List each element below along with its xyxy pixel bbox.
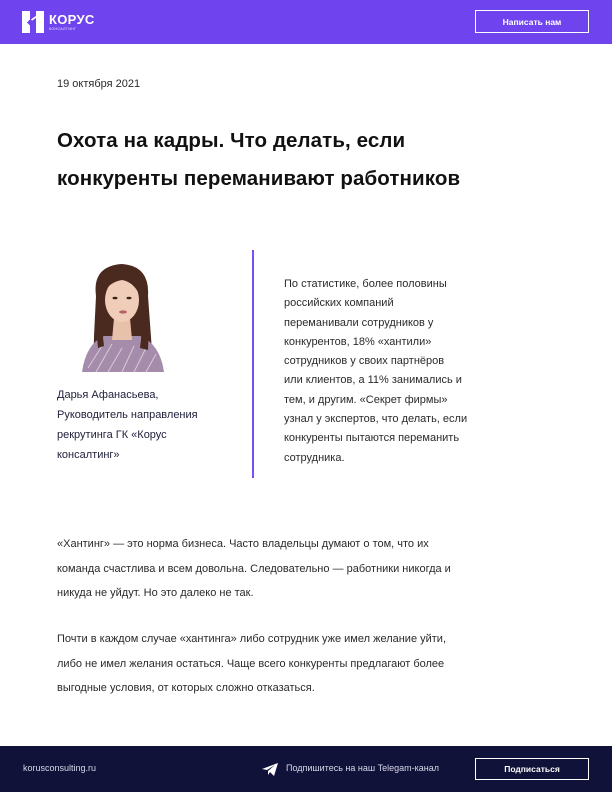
lead-line: конкурентов, 18% «хантили» [284, 335, 432, 348]
paper-plane-icon [262, 763, 278, 776]
article-date: 19 октября 2021 [57, 78, 141, 90]
lead-line: узнал у экспертов, что делать, если [284, 413, 468, 426]
paragraph-line: никуда не уйдут. Но это далеко не так. [57, 587, 254, 599]
author-role-line: Руководитель направления [57, 409, 198, 421]
lead-line: российских компаний [284, 297, 394, 310]
title-line: Охота на кадры. Что делать, если [57, 129, 406, 152]
lead-line: сотрудников у своих партнёров [284, 355, 445, 368]
paragraph-line: «Хантинг» — это норма бизнеса. Часто владельцы думают о том, что их [57, 538, 429, 550]
paragraph-line: команда счастлива и всем довольна. Следовательно — работники никогда и [57, 562, 451, 575]
author-role-line: консалтинг» [57, 449, 120, 461]
logo-subtitle: КОНСАЛТИНГ [49, 26, 77, 31]
subscribe-button[interactable]: Подписаться [475, 758, 589, 780]
lead-line: сотрудника. [284, 451, 345, 464]
paragraph-line: выгодные условия, от которых сложно отказаться. [57, 682, 315, 694]
footer-bar [0, 746, 612, 792]
korus-logo[interactable] [22, 11, 95, 33]
lead-line: По статистике, более половины [284, 278, 447, 290]
author-name: Дарья Афанасьева, [57, 389, 159, 401]
article-title [57, 122, 577, 198]
title-line: конкуренты переманивают работников [57, 167, 461, 190]
lead-line: конкуренты пытаются переманить [284, 432, 460, 445]
lead-line: или клиентов, а 11% занимались и [284, 374, 462, 387]
lead-line: переманивали сотрудников у [284, 316, 434, 329]
logo-name: КОРУС [49, 11, 95, 27]
lead-paragraph [284, 275, 524, 468]
site-link[interactable]: korusconsulting.ru [23, 763, 97, 773]
author-caption [57, 385, 247, 465]
telegram-link[interactable]: Подпишитесь на наш Telegam-канал [286, 763, 439, 773]
quote-divider [252, 250, 254, 478]
body-paragraph-1 [57, 532, 557, 606]
lead-line: тем, и другим. «Секрет фирмы» [284, 393, 448, 406]
author-role-line: рекрутинга ГК «Корус [57, 429, 167, 441]
header-bar [0, 0, 612, 44]
author-photo [74, 256, 169, 372]
paragraph-line: либо не имел желания остаться. Чаще всего конкуренты предлагают более [57, 657, 445, 670]
write-us-button[interactable]: Написать нам [475, 10, 589, 33]
korus-logo-icon [22, 11, 44, 33]
paragraph-line: Почти в каждом случае «хантинга» либо сотрудник уже имел желание уйти, [57, 633, 447, 645]
author-portrait-icon [74, 256, 169, 372]
body-paragraph-2 [57, 627, 557, 701]
